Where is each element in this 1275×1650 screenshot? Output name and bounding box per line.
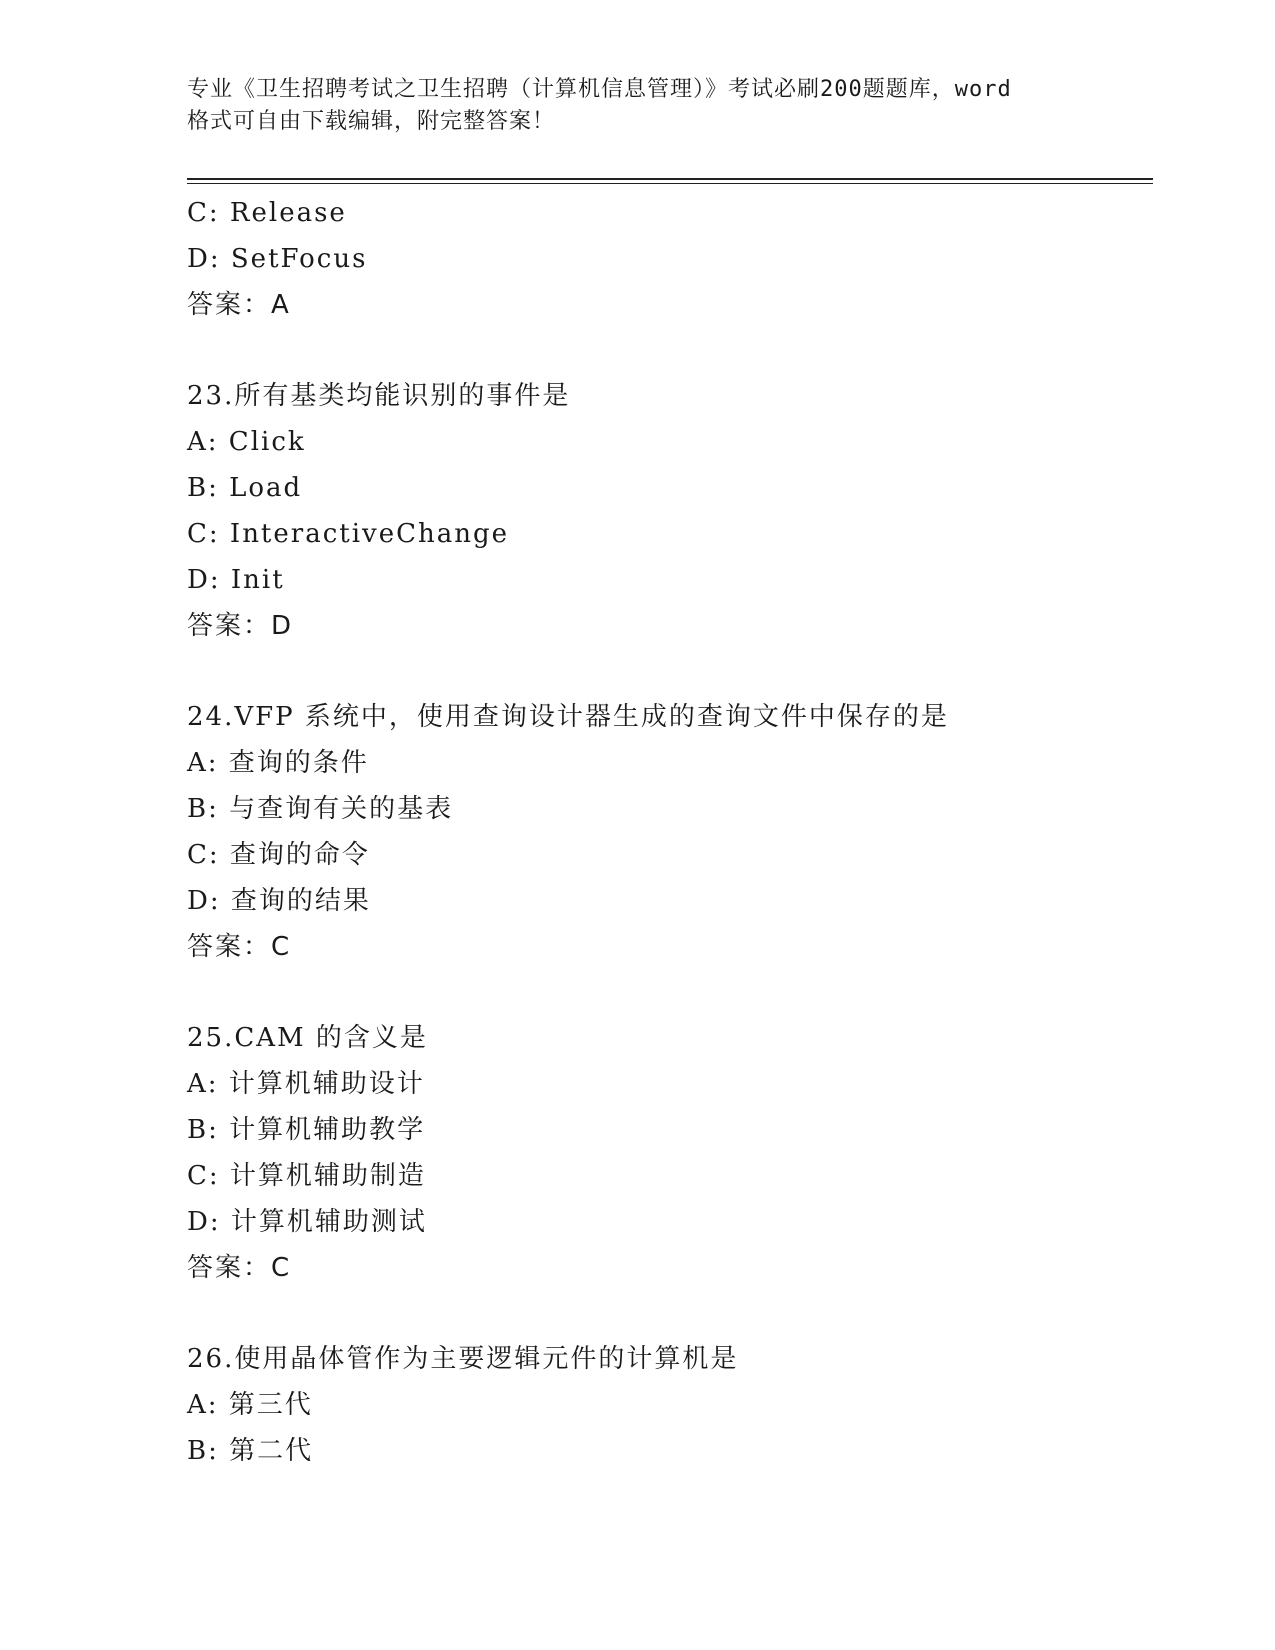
question-stem: 25.CAM 的含义是	[187, 1023, 428, 1053]
option-d: D: 查询的结果	[187, 886, 371, 916]
question-stem: 26.使用晶体管作为主要逻辑元件的计算机是	[187, 1344, 739, 1374]
option-c: C: 查询的命令	[187, 840, 370, 870]
header-divider-thin	[187, 183, 1153, 184]
header-line-2: 格式可自由下载编辑，附完整答案！	[187, 109, 556, 134]
question-stem: 23.所有基类均能识别的事件是	[187, 381, 571, 411]
option-a: A: 第三代	[187, 1390, 313, 1420]
option-a: A: Click	[187, 427, 306, 457]
option-b: B: Load	[187, 473, 303, 503]
answer-line: 答案：A	[187, 290, 291, 320]
question-block-25	[187, 1015, 1153, 1291]
option-c: C: InteractiveChange	[187, 519, 510, 549]
option-d: D: 计算机辅助测试	[187, 1207, 427, 1237]
option-d: D: SetFocus	[187, 244, 368, 274]
document-header	[187, 74, 1087, 138]
answer-line: 答案：C	[187, 932, 292, 962]
option-b: B: 计算机辅助教学	[187, 1115, 426, 1145]
header-divider-thick	[187, 178, 1153, 180]
option-a: A: 查询的条件	[187, 748, 369, 778]
question-block-26	[187, 1336, 1153, 1474]
answer-line: 答案：D	[187, 611, 294, 641]
option-a: A: 计算机辅助设计	[187, 1069, 425, 1099]
option-c: C: Release	[187, 198, 347, 228]
option-d: D: Init	[187, 565, 285, 595]
question-block-24	[187, 694, 1153, 970]
option-b: B: 第二代	[187, 1436, 314, 1466]
question-list	[187, 190, 1153, 1474]
question-block-23	[187, 373, 1153, 649]
answer-line: 答案：C	[187, 1253, 292, 1283]
option-b: B: 与查询有关的基表	[187, 794, 454, 824]
header-line-1: 专业《卫生招聘考试之卫生招聘（计算机信息管理）》考试必刷200题题库，word	[187, 77, 1012, 102]
question-stem: 24.VFP 系统中，使用查询设计器生成的查询文件中保存的是	[187, 702, 949, 732]
option-c: C: 计算机辅助制造	[187, 1161, 426, 1191]
question-block-22	[187, 190, 1153, 328]
